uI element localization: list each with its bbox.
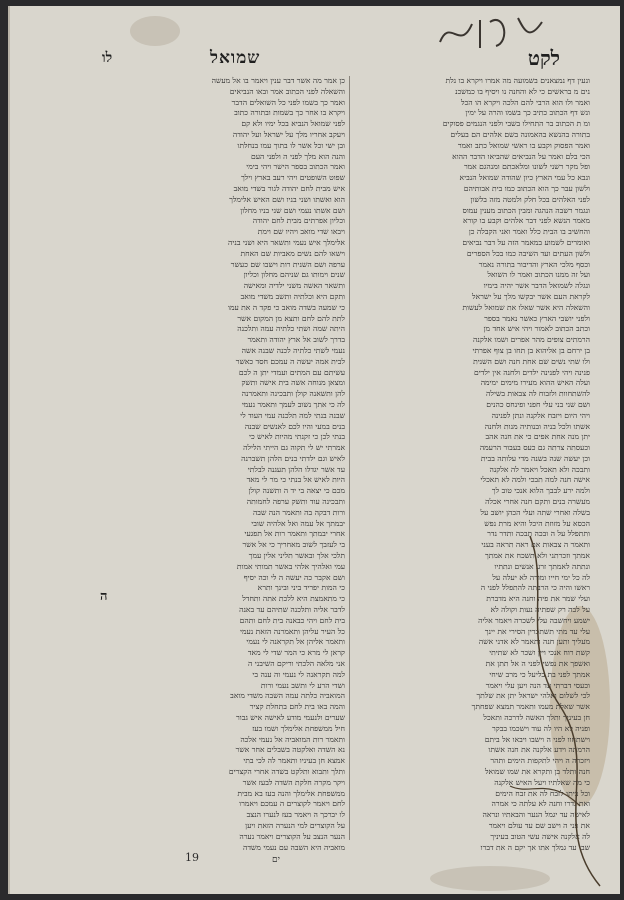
text-line: על לבה רק שפתיה נעות וקולה לא	[490, 605, 590, 615]
text-line: ובן ישי וכל אשר לו בתוך עמו בנחלתו	[237, 140, 345, 150]
text-line: לכי לשלום ואלהי ישראל יתן את שלתך	[476, 691, 590, 701]
text-line: כי מתאמצת היא ללכת אתה ותחדל	[242, 594, 345, 604]
text-line: ושם אקבר כה יעשה ה לי וכה יסיף	[243, 572, 345, 582]
text-line: ערפה ושם השנית רות וישבו שם כעשר	[230, 259, 345, 269]
text-line: ויבאו שדי מואב ויהיו שם וימת	[257, 227, 345, 237]
text-line: מאמר הנשא לפני דבר אלהים וקבע בו קורא	[462, 216, 590, 226]
text-line: לבית אמה יעשה ה עמכם חסד כאשר	[235, 356, 345, 366]
text-line: בנים במעי והיו לכם לאנשים שבנה	[244, 421, 345, 431]
text-line: עלי עד מתי תשתכרין הסירי את יינך	[484, 626, 590, 636]
text-line: להן ותשאנה קולן ותבכינה ותאמרנה	[241, 389, 345, 399]
text-line: ולמה ירע לבבך הלוא אנכי טוב לך	[491, 486, 590, 496]
text-line: ותקם היא וכלתיה ותשב משדי מואב	[240, 291, 345, 301]
text-line: ורות דבקה בה ותאמר הנה שבה	[252, 507, 345, 517]
text-line: שבנה בנתי למה תלכנה עמי העוד לי	[240, 410, 345, 420]
text-line: היתה שמה ושתי כלתיה עמה ותלכנה	[237, 324, 345, 334]
document-page	[8, 6, 620, 894]
text-line: וישאו להם נשים מאביות שם האחת	[240, 248, 345, 258]
text-line: וכעסי דברתי עד הנה ויען עלי ויאמר	[485, 680, 590, 690]
text-line: ונבא כל עמי הארץ כיון שהודה שמואל הנביא	[459, 173, 590, 183]
text-line: ושם שני בני עלי חפני ופינחס כהנים	[486, 399, 590, 409]
text-line: והחשיב בו הבית כלל ואמר ואני הקבלה כן	[468, 227, 590, 237]
text-line: נא השדה ואלקטה בשבלים אחר אשר	[235, 745, 345, 755]
text-line: ופל מקר רשני לשונו ומלאכתם ומנהגם אמר	[463, 162, 590, 172]
text-line: למה תקראנה לי נעמי וה ענה בי	[252, 669, 345, 679]
text-line: עשיתם עם המתים ועמדי יתן ה לכם	[238, 367, 345, 377]
text-line: אלימלך איש נעמי ותשאר היא ושני בניה	[228, 237, 345, 247]
text-line: שערים ולנעמי מודע לאישה איש גבור	[236, 713, 345, 723]
text-line: כי המות יפריד ביני ובינך ותרא	[257, 583, 345, 593]
text-line: אמתך לפני בת בליעל כי מרב שיחי	[489, 669, 590, 679]
text-line: לה כי אתך נשוב לעמך ותאמר נעמי	[241, 399, 345, 409]
text-line: על הקוצרים למי הנערה הזאת ויען	[245, 820, 345, 830]
text-line: וכליון אפרתים מבית לחם יהודה	[252, 216, 345, 226]
text-line: ונגלה לשמואל הדבר אשר יהיה בימיו	[483, 281, 590, 291]
text-line: ותתפלל על ה ובכה תבכה ותדר נדר	[487, 529, 590, 539]
text-line: ראשו והיה כי הרבתה להתפלל לפני ה	[480, 583, 590, 593]
text-line: כל העיר עליהן ותאמרנה הזאת נעמי	[240, 626, 345, 636]
text-line: ונש דף הכתוב כתיב כך בשמו והרה על ימין	[465, 108, 590, 118]
text-line: ונגמר רשבה הנהגה ומבין הכתוב מענין עמוס	[462, 205, 590, 215]
text-line: שפוט השופטים ויהי רעב בארץ וילך	[240, 173, 345, 183]
text-line: ושדי הרע לי ותשב נעמי ורות	[260, 680, 345, 690]
text-line: ואומרים לשמוע במאמר הזה על דבר נביאים	[462, 237, 590, 247]
text-line: לו יברכך ה ויאמר בעז לנערו הנצב	[246, 810, 345, 820]
text-line: בנתי לכן כי זקנתי מהיות לאיש כי	[248, 432, 345, 442]
text-line: ולו שתי נשים שם אחת חנה ושם השנית	[473, 356, 590, 366]
text-line: שבי עד גמלך אתו אך יקם ה את דברו	[480, 842, 590, 852]
text-line: לה כל ימי חייו ומורה לא יעלה על	[492, 572, 590, 582]
text-line: לחם ויאמר לקוצרים ה עמכם ויאמרו	[239, 799, 345, 809]
text-line: כי מה שאלתיו ויעל האיש אלקנה	[494, 777, 590, 787]
footer-mark: ים	[272, 855, 280, 865]
text-line: ואמר כך בשמו לפני כל השואלים הדבר	[231, 97, 345, 107]
text-line: לפני שמואל הנביא בכל ימיו ולא קם	[241, 119, 345, 129]
text-line: ויזכרה ה ויהי לתקפות הימים ותהר	[490, 756, 590, 766]
text-line: ותשאר האשה משני ילדיה ומאישה	[243, 281, 345, 291]
text-line: אישה חנה למה תבכי ולמה לא תאכלי	[480, 475, 590, 485]
text-line: פנינה ויהי לפנינה ילדים ולחנה אין ילדים	[473, 367, 590, 377]
text-line: אשר שאלת מעמו ותאמר תמצא שפחתך	[471, 702, 590, 712]
text-line: ועל זה ממנו הכתוב ואמר לו השואל	[487, 270, 590, 280]
text-line: ולשון עבר כך הוא הכתוב כמו בית אבותיהם	[463, 183, 590, 193]
text-line: ותלך ותבוא ותלקט בשדה אחרי הקצרים	[228, 767, 345, 776]
text-line: ונעין דף נמצאנים בשמועה מה אמרו ויקרא בו נלת	[445, 76, 590, 85]
text-line: ויקרא בו אחר כך בשמות ובתורה כתוב	[234, 108, 345, 118]
text-line: אמתך וזכרתני ולא תשכח את אמתך	[485, 551, 590, 561]
text-line: חנה ותלד בן ותקרא את שמו שמואל	[484, 767, 590, 776]
text-line: הכי בלם ואמר על הנביאים שהביאו הדבר ההוא	[452, 151, 590, 161]
text-line: ועלה האיש ההוא מעירו מימים ימימה	[480, 378, 590, 388]
text-line: והשאלה היא אשר שאלו את שמואל לעשות	[462, 302, 590, 312]
text-line: יבמתך אל עמה ואל אלהיה שובי	[251, 518, 345, 528]
text-line: מעליך ותען חנה ותאמר לא אדני אשה	[478, 637, 590, 647]
text-line: תלכי אלך ובאשר תליני אלין עמך	[248, 551, 345, 561]
text-line: לדבר אליה ותלכנה שתיהם עד באנה	[239, 605, 345, 615]
text-line: בתורה בהנשא בהאמונה בשם אלהים הם בעלים	[450, 129, 590, 139]
text-line: הנער הנצב על הקוצרים ויאמר נערה	[239, 831, 345, 841]
text-line: לאיש וגם ילדתי בנים הלהן תשברנה	[241, 453, 345, 463]
text-line: ולפני יושבי הארץ כאשר נאמר בספר	[484, 313, 590, 323]
text-line: ותאמר רות המואביה אל נעמי אלכה	[240, 734, 345, 744]
text-line: יתן מנה אחת אפים כי את חנה אהב	[485, 432, 590, 442]
text-line: ונתתה לאמתך זרע אנשים ונתתיו	[494, 561, 590, 571]
text-column-left	[95, 76, 345, 852]
text-line: היות לאיש אל בנתי כי מר לי מאד	[246, 475, 345, 485]
text-line: וכסף מלכי הארץ והדיבור בתורה נאמר	[478, 259, 590, 269]
running-header-center: שמואל	[210, 48, 261, 68]
text-line: והמה באו בית לחם בתחלת קציר	[249, 702, 345, 712]
text-line: קראן לי מרא כי המר שדי לי מאד	[247, 648, 345, 658]
paper-stain	[130, 16, 180, 46]
text-line: נים מ בראשים כי לא והחנה נו ויסיף בו כמשכנ	[455, 86, 590, 96]
text-line: ושם אשתו נעמי ושם שני בניו מחלון	[240, 205, 345, 215]
paper-damage-icon	[490, 526, 620, 896]
text-line: איש מבית לחם יהודה לגור בשדי מואב	[233, 183, 345, 193]
text-line: ממשפחת אלימלך והנה בעז בא מבית	[237, 788, 345, 798]
text-line: את פני ה וישב שם עד עולם ויאמר	[488, 820, 590, 830]
text-line: וכתב הכתוב לאמור ויהי איש אחד מן	[483, 324, 590, 334]
text-line: אמרתי יש לי תקוה גם הייתי הלילה	[243, 443, 345, 453]
text-line: מואביה היא השבה עם נעמי משדה	[243, 842, 345, 852]
text-line: לה אלקנה אישה עשי הטוב בעיניך	[490, 831, 590, 841]
text-line: חן בעיניך ותלך האשה לדרכה ותאכל	[483, 713, 590, 723]
text-line: הרמתים צופים מהר אפרים ושמו אלקנה	[472, 335, 590, 345]
text-line: וכן יעשה שנה בשנה מדי עלותה בבית	[480, 453, 590, 463]
text-line: ולשון העתים ועד השיבה כמו בכל הספרים	[466, 248, 590, 258]
text-line: שנים וימותו גם שניהם מחלון וכליון	[243, 270, 345, 280]
text-line: ואמר ולו הוא הרבי להם הלכה ויקרא הו הכל	[461, 97, 590, 107]
running-header-right: לקט	[527, 46, 560, 70]
text-line: ופניה לא היו לה עוד וישכמו בבקר	[491, 723, 590, 733]
text-line: בית לחם ויהי כבאנה בית לחם ותהם	[239, 615, 345, 625]
text-line: כי שמעה בשדה מואב כי פקד ה את עמו	[228, 302, 345, 312]
page-number: לו	[102, 50, 113, 66]
text-line: ישמע ויחשבה עלי לשכרה ויאמר אליה	[478, 615, 590, 625]
text-line: אמצא חן בעיניו ותאמר לה לכי בתי	[243, 756, 345, 766]
text-line: אני מלאה הלכתי וריקם השיבני ה	[247, 659, 345, 669]
text-line: ויעקב אחריו מלך על ישראל ועל יהודה	[232, 129, 345, 139]
text-line: וכל ביתו לזבח לה את זבח הימים	[495, 788, 590, 798]
text-line: הוא ואשתו ושני בניו ושם האיש אלימלך	[229, 194, 345, 204]
text-line: בשלה ואחרי שתה ועלי הכהן יושב על	[480, 507, 590, 517]
text-line: וכעסתה צרתה גם כעס בעבור הרעמה	[479, 443, 590, 453]
text-line: ותאמר אליהן אל תקראנה לי נעמי	[246, 637, 345, 647]
text-line: והנה הוא מלך לפני ה ולפני העם	[251, 151, 345, 161]
text-line: בן ירחם בן אליהוא בן תחו בן צוף אפרתי	[472, 345, 590, 355]
text-line: אשתו ולכל בניה ובנותיה מנות ולחנה	[484, 421, 590, 431]
text-line: אחרי יבמתך ותאמר רות אל תפגעי	[244, 529, 345, 539]
text-line: מכם כי יצאה בי יד ה ותשנה קולן	[248, 486, 345, 496]
text-line: ואמר הכתוב בספר הישר ויהי בימי	[246, 162, 345, 172]
section-marker: ה	[100, 589, 108, 604]
text-line: עמי ואלהיך אלהי באשר תמותי אמות	[236, 561, 345, 571]
text-line: עד אשר יגדלו הלהן תעגנה לבלתי	[247, 464, 345, 474]
text-line: קשת רוח אנכי ויין ושכר לא שתיתי	[489, 648, 590, 658]
text-line: לתת להם לחם ותצא מן המקום אשר	[237, 313, 345, 323]
text-line: ואמר הפסוק וקבע בו ראשי שמואל כתב ואמר	[457, 140, 590, 150]
text-line: והשאלה לפני הכתוב אמר ובאו הנביאים	[229, 86, 345, 96]
text-line: מעשרה בנים ותקם חנה אחרי אכלה	[485, 497, 590, 507]
text-line: ומ ת הכתוב בר התחילו בשבי ולפני הנגמים פסוקים	[442, 119, 590, 129]
text-line: ותבכינה עוד ותשק ערפה לחמותה	[246, 497, 345, 507]
text-line: ועלי שמר את פיה וחנה היא מדברת	[486, 594, 590, 604]
text-line: המואביה כלתה עמה השבה משדי מואב	[230, 691, 345, 701]
text-line: לאישה עד יגמל הנער והבאתיו ונראה	[482, 810, 590, 820]
text-line: ויהי היום ויזבח אלקנה ונתן לפנינה	[491, 410, 590, 420]
text-line: כן אמר מה אשר דבר ענין ויאמר בו אל מעשה	[211, 76, 345, 85]
text-line: הכסא על מזוזת היכל והיא מרת נפש	[484, 518, 590, 528]
text-line: חיל ממשפחת אלימלך ושמו בעז	[252, 723, 345, 733]
text-line: להשתחוות ולזבוח לה צבאות בשילה	[486, 389, 590, 399]
text-line: לפני האלהים בכל חלק ולמטה מזה בלשון	[470, 194, 590, 204]
text-line: בדרך לשוב אל ארץ יהודה ותאמר	[247, 335, 345, 345]
text-line: נעמי לשתי כלתיה לכנה שבנה אשה	[241, 345, 345, 355]
text-line: ויקר מקרה חלקת השדה לבעז אשר	[242, 777, 345, 787]
text-line: הרמתה וידע אלקנה את חנה אשתו	[488, 745, 590, 755]
text-line: לקראת העם אשר יבקשו מלך על ישראל	[472, 291, 590, 301]
text-line: ותבכה ולא תאכל ויאמר לה אלקנה	[489, 464, 590, 474]
text-line: ומצאן מנוחה אשה בית אישה ותשק	[241, 378, 345, 388]
text-line: ואת נדרו וחנה לא עלתה כי אמרה	[491, 799, 590, 809]
column-divider	[349, 76, 350, 840]
text-line: וישתחוו לפני ה וישבו ויבאו אל ביתם	[484, 734, 590, 744]
text-line: ואשפך את נפשי לפני ה אל תתן את	[485, 659, 590, 669]
text-line: בי לעזבך לשוב מאחריך כי אל אשר	[242, 540, 345, 550]
text-line: ותאמר ה צבאות אם ראה תראה בעני	[481, 540, 590, 550]
signature-number: 19	[185, 851, 199, 864]
